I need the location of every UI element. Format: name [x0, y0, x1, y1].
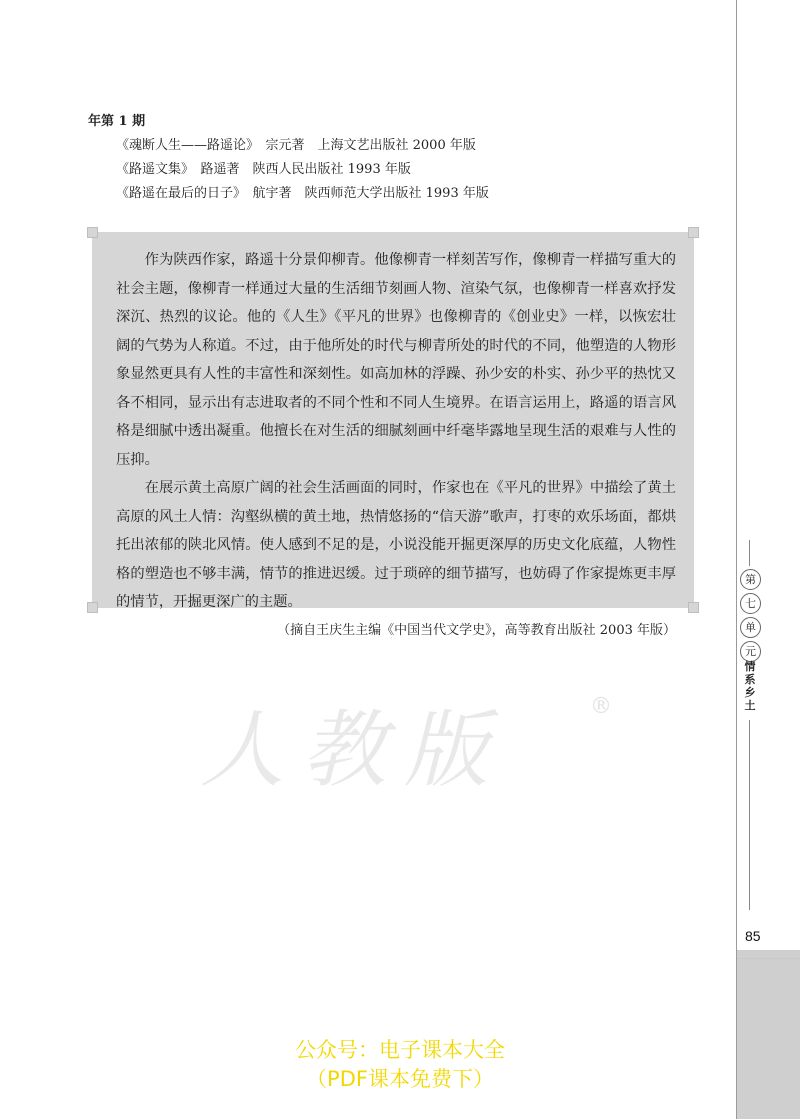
excerpt-box [92, 232, 694, 638]
box-corner-decoration [88, 603, 97, 612]
excerpt-paragraph: 作为陕西作家，路遥十分景仰柳青。他像柳青一样刻苦写作，像柳青一样描写重大的社会主题，像柳青一样通过大量的生活细节刻画人物、渲染气氛，也像柳青一样喜欢抒发深沉、热烈的议论。他的《人生》《平凡的世界》也像柳青的《创业史》一样，以恢宏壮阔的气势为人称道。不过，由于他所处的时代与柳青所处的时代的不同，他塑造的人物形象显然更具有人性的丰富性和深刻性。如高加林的浮躁、孙少安的朴实、孙少平的热忱又各不相同，显示出有志进取者的不同个性和不同人生境界。在语言运用上，路遥的语言风格是细腻中透出凝重。他擅长在对生活的细腻刻画中纤毫毕露地呈现生活的艰难与人性的压抑。 [116, 252, 676, 468]
watermark-text: 人教版 [200, 701, 507, 799]
divider [737, 958, 800, 959]
reference-item: 《魂断人生——路遥论》 宗元著 上海文艺出版社 2000 年版 [116, 138, 476, 153]
excerpt-paragraph: 在展示黄土高原广阔的社会生活画面的同时，作家也在《平凡的世界》中描绘了黄土高原的风土人情：沟壑纵横的黄土地，热情悠扬的“信天游”歌声，打枣的欢乐场面，都烘托出浓郁的陕北风情。使人感到不足的是，小说没能开掘更深厚的历史文化底蕴，人物性格的塑造也不够丰满，情节的推进迟缓。过于琐碎的细节描写，也妨碍了作家提炼更丰厚的情节，开掘更深广的主题。 [116, 480, 676, 610]
theme-char: 土 [744, 699, 756, 712]
registered-mark: ® [590, 694, 612, 719]
box-corner-decoration [689, 228, 698, 237]
unit-char: 单 [740, 617, 761, 638]
divider [749, 540, 750, 566]
reference-item: 《路遥文集》 路遥著 陕西人民出版社 1993 年版 [116, 162, 411, 177]
unit-char: 七 [740, 593, 761, 614]
page-number: 85 [745, 928, 761, 944]
reference-lead: 年第 1 期 [88, 114, 146, 129]
box-corner-decoration [689, 603, 698, 612]
unit-label [737, 566, 763, 665]
publisher-watermark [200, 690, 620, 830]
footer-promo [0, 1036, 800, 1094]
unit-char: 第 [740, 569, 761, 590]
footer-line: （PDF课本免费下） [306, 1067, 494, 1091]
footer-line: 公众号：电子课本大全 [295, 1038, 505, 1062]
excerpt-source: （摘自王庆生主编《中国当代文学史》，高等教育出版社 2003 年版） [277, 622, 676, 638]
references-section [88, 110, 708, 206]
theme-char: 系 [744, 673, 756, 686]
reference-item: 《路遥在最后的日子》 航宇著 陕西师范大学出版社 1993 年版 [116, 186, 489, 201]
theme-char: 乡 [744, 686, 756, 699]
unit-theme [740, 660, 760, 712]
divider [749, 720, 750, 910]
box-corner-decoration [88, 228, 97, 237]
unit-char: 元 [740, 641, 761, 662]
theme-char: 情 [744, 660, 756, 673]
page-sidebar [736, 0, 800, 1119]
